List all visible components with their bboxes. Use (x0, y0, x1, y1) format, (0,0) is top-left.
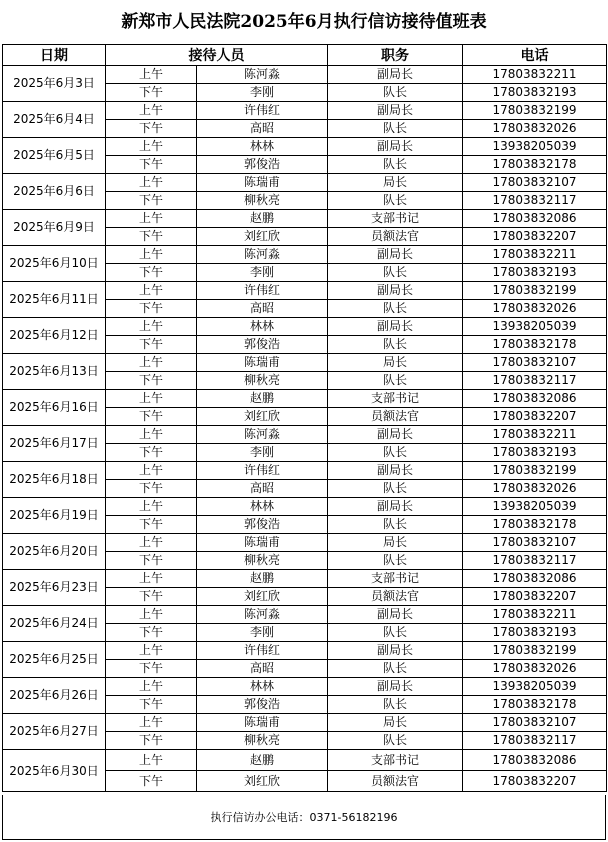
shift-label: 下午 (106, 624, 197, 642)
table-row (3, 678, 607, 696)
staff-name: 陈瑞甫 (197, 534, 328, 552)
staff-phone: 17803832026 (463, 660, 607, 678)
duty-date: 2025年6月9日 (3, 210, 106, 246)
table-row (3, 750, 607, 771)
shift-label: 下午 (106, 84, 197, 102)
staff-phone: 17803832026 (463, 480, 607, 498)
table-row (3, 210, 607, 228)
staff-name: 许伟红 (197, 462, 328, 480)
staff-position: 队长 (328, 84, 463, 102)
staff-name: 刘红欣 (197, 771, 328, 792)
shift-label: 下午 (106, 696, 197, 714)
staff-phone: 17803832178 (463, 696, 607, 714)
shift-label: 上午 (106, 426, 197, 444)
staff-phone: 13938205039 (463, 318, 607, 336)
office-phone-footer: 执行信访办公电话：0371-56182196 (2, 795, 606, 840)
shift-label: 上午 (106, 642, 197, 660)
staff-name: 柳秋亮 (197, 372, 328, 390)
staff-name: 郭俊浩 (197, 336, 328, 354)
staff-name: 陈河淼 (197, 426, 328, 444)
staff-name: 郭俊浩 (197, 156, 328, 174)
staff-position: 队长 (328, 264, 463, 282)
shift-label: 下午 (106, 192, 197, 210)
staff-phone: 17803832086 (463, 750, 607, 771)
staff-phone: 13938205039 (463, 498, 607, 516)
staff-phone: 17803832193 (463, 444, 607, 462)
duty-date: 2025年6月12日 (3, 318, 106, 354)
staff-phone: 17803832117 (463, 372, 607, 390)
shift-label: 下午 (106, 552, 197, 570)
duty-date: 2025年6月17日 (3, 426, 106, 462)
shift-label: 下午 (106, 336, 197, 354)
staff-position: 副局长 (328, 678, 463, 696)
staff-position: 副局长 (328, 642, 463, 660)
staff-position: 队长 (328, 552, 463, 570)
staff-name: 刘红欣 (197, 228, 328, 246)
staff-phone: 17803832026 (463, 300, 607, 318)
staff-name: 赵鹏 (197, 750, 328, 771)
duty-date: 2025年6月23日 (3, 570, 106, 606)
staff-position: 副局长 (328, 606, 463, 624)
staff-phone: 17803832207 (463, 588, 607, 606)
duty-date: 2025年6月25日 (3, 642, 106, 678)
duty-date: 2025年6月6日 (3, 174, 106, 210)
staff-position: 队长 (328, 192, 463, 210)
staff-name: 刘红欣 (197, 408, 328, 426)
table-row (3, 534, 607, 552)
shift-label: 下午 (106, 408, 197, 426)
staff-name: 许伟红 (197, 102, 328, 120)
staff-position: 局长 (328, 534, 463, 552)
duty-date: 2025年6月24日 (3, 606, 106, 642)
staff-name: 陈瑞甫 (197, 714, 328, 732)
staff-name: 林林 (197, 498, 328, 516)
staff-phone: 17803832211 (463, 426, 607, 444)
staff-name: 李刚 (197, 84, 328, 102)
staff-phone: 17803832107 (463, 534, 607, 552)
staff-position: 队长 (328, 696, 463, 714)
staff-name: 陈瑞甫 (197, 354, 328, 372)
page-title: 新郑市人民法院2025年6月执行信访接待值班表 (121, 12, 487, 32)
staff-phone: 13938205039 (463, 138, 607, 156)
staff-phone: 17803832107 (463, 174, 607, 192)
shift-label: 上午 (106, 282, 197, 300)
staff-phone: 17803832193 (463, 84, 607, 102)
table-row (3, 570, 607, 588)
shift-label: 上午 (106, 210, 197, 228)
staff-position: 队长 (328, 372, 463, 390)
shift-label: 上午 (106, 606, 197, 624)
shift-label: 上午 (106, 678, 197, 696)
staff-position: 队长 (328, 336, 463, 354)
table-row (3, 66, 607, 84)
staff-phone: 17803832117 (463, 732, 607, 750)
staff-phone: 17803832207 (463, 228, 607, 246)
table-row (3, 246, 607, 264)
shift-label: 上午 (106, 570, 197, 588)
table-row (3, 642, 607, 660)
staff-phone: 17803832199 (463, 642, 607, 660)
shift-label: 上午 (106, 390, 197, 408)
shift-label: 上午 (106, 174, 197, 192)
table-row (3, 714, 607, 732)
staff-position: 副局长 (328, 426, 463, 444)
staff-position: 队长 (328, 120, 463, 138)
shift-label: 下午 (106, 480, 197, 498)
header-phone: 电话 (463, 45, 607, 66)
shift-label: 下午 (106, 120, 197, 138)
staff-position: 副局长 (328, 318, 463, 336)
table-row (3, 462, 607, 480)
duty-table (2, 44, 607, 792)
duty-date: 2025年6月10日 (3, 246, 106, 282)
staff-name: 柳秋亮 (197, 732, 328, 750)
table-row (3, 390, 607, 408)
shift-label: 下午 (106, 156, 197, 174)
staff-name: 李刚 (197, 264, 328, 282)
shift-label: 下午 (106, 771, 197, 792)
shift-label: 下午 (106, 588, 197, 606)
staff-position: 局长 (328, 714, 463, 732)
duty-date: 2025年6月11日 (3, 282, 106, 318)
staff-phone: 17803832178 (463, 516, 607, 534)
staff-phone: 17803832211 (463, 246, 607, 264)
duty-date: 2025年6月30日 (3, 750, 106, 792)
shift-label: 上午 (106, 534, 197, 552)
staff-position: 员额法官 (328, 771, 463, 792)
staff-phone: 17803832107 (463, 354, 607, 372)
shift-label: 下午 (106, 264, 197, 282)
staff-name: 赵鹏 (197, 390, 328, 408)
staff-name: 柳秋亮 (197, 552, 328, 570)
staff-name: 高昭 (197, 660, 328, 678)
shift-label: 下午 (106, 228, 197, 246)
staff-position: 副局长 (328, 102, 463, 120)
staff-position: 局长 (328, 174, 463, 192)
staff-phone: 17803832193 (463, 264, 607, 282)
staff-position: 支部书记 (328, 390, 463, 408)
shift-label: 下午 (106, 660, 197, 678)
shift-label: 上午 (106, 498, 197, 516)
shift-label: 上午 (106, 750, 197, 771)
shift-label: 下午 (106, 300, 197, 318)
staff-phone: 13938205039 (463, 678, 607, 696)
staff-name: 陈河淼 (197, 66, 328, 84)
table-row (3, 354, 607, 372)
staff-phone: 17803832117 (463, 192, 607, 210)
duty-date: 2025年6月3日 (3, 66, 106, 102)
staff-phone: 17803832199 (463, 282, 607, 300)
staff-position: 支部书记 (328, 210, 463, 228)
table-row (3, 318, 607, 336)
staff-name: 李刚 (197, 624, 328, 642)
staff-name: 陈河淼 (197, 606, 328, 624)
staff-name: 陈河淼 (197, 246, 328, 264)
table-row (3, 498, 607, 516)
staff-position: 队长 (328, 444, 463, 462)
duty-date: 2025年6月5日 (3, 138, 106, 174)
table-header-row (3, 45, 607, 66)
staff-phone: 17803832211 (463, 66, 607, 84)
staff-phone: 17803832207 (463, 771, 607, 792)
staff-phone: 17803832026 (463, 120, 607, 138)
staff-position: 副局长 (328, 138, 463, 156)
shift-label: 下午 (106, 372, 197, 390)
staff-name: 赵鹏 (197, 570, 328, 588)
table-row (3, 606, 607, 624)
staff-position: 员额法官 (328, 588, 463, 606)
staff-name: 高昭 (197, 120, 328, 138)
staff-position: 副局长 (328, 498, 463, 516)
staff-position: 支部书记 (328, 750, 463, 771)
staff-name: 许伟红 (197, 642, 328, 660)
staff-phone: 17803832199 (463, 102, 607, 120)
shift-label: 下午 (106, 444, 197, 462)
duty-date: 2025年6月16日 (3, 390, 106, 426)
staff-name: 李刚 (197, 444, 328, 462)
table-row (3, 282, 607, 300)
staff-phone: 17803832199 (463, 462, 607, 480)
staff-position: 员额法官 (328, 228, 463, 246)
staff-phone: 17803832086 (463, 210, 607, 228)
duty-date: 2025年6月18日 (3, 462, 106, 498)
duty-date: 2025年6月4日 (3, 102, 106, 138)
staff-phone: 17803832207 (463, 408, 607, 426)
staff-phone: 17803832107 (463, 714, 607, 732)
staff-position: 队长 (328, 732, 463, 750)
staff-name: 许伟红 (197, 282, 328, 300)
staff-phone: 17803832178 (463, 156, 607, 174)
staff-position: 队长 (328, 660, 463, 678)
duty-date: 2025年6月19日 (3, 498, 106, 534)
staff-name: 陈瑞甫 (197, 174, 328, 192)
header-date: 日期 (3, 45, 106, 66)
shift-label: 上午 (106, 66, 197, 84)
shift-label: 上午 (106, 318, 197, 336)
table-row (3, 138, 607, 156)
staff-position: 队长 (328, 624, 463, 642)
staff-position: 副局长 (328, 66, 463, 84)
staff-phone: 17803832086 (463, 570, 607, 588)
staff-name: 郭俊浩 (197, 696, 328, 714)
table-row (3, 426, 607, 444)
staff-name: 林林 (197, 318, 328, 336)
staff-position: 队长 (328, 300, 463, 318)
header-position: 职务 (328, 45, 463, 66)
staff-name: 赵鹏 (197, 210, 328, 228)
staff-phone: 17803832178 (463, 336, 607, 354)
staff-name: 高昭 (197, 300, 328, 318)
shift-label: 上午 (106, 138, 197, 156)
staff-name: 林林 (197, 678, 328, 696)
staff-position: 队长 (328, 480, 463, 498)
shift-label: 上午 (106, 462, 197, 480)
staff-position: 支部书记 (328, 570, 463, 588)
staff-phone: 17803832211 (463, 606, 607, 624)
staff-position: 队长 (328, 516, 463, 534)
staff-position: 副局长 (328, 282, 463, 300)
table-row (3, 174, 607, 192)
shift-label: 上午 (106, 246, 197, 264)
shift-label: 下午 (106, 516, 197, 534)
staff-name: 高昭 (197, 480, 328, 498)
staff-position: 员额法官 (328, 408, 463, 426)
staff-position: 副局长 (328, 462, 463, 480)
shift-label: 上午 (106, 102, 197, 120)
duty-date: 2025年6月26日 (3, 678, 106, 714)
duty-date: 2025年6月20日 (3, 534, 106, 570)
staff-phone: 17803832086 (463, 390, 607, 408)
duty-date: 2025年6月27日 (3, 714, 106, 750)
shift-label: 上午 (106, 714, 197, 732)
staff-name: 郭俊浩 (197, 516, 328, 534)
staff-phone: 17803832117 (463, 552, 607, 570)
header-staff: 接待人员 (106, 45, 328, 66)
staff-position: 局长 (328, 354, 463, 372)
shift-label: 上午 (106, 354, 197, 372)
duty-table-body (3, 66, 607, 792)
staff-name: 刘红欣 (197, 588, 328, 606)
staff-name: 柳秋亮 (197, 192, 328, 210)
duty-date: 2025年6月13日 (3, 354, 106, 390)
staff-position: 副局长 (328, 246, 463, 264)
staff-position: 队长 (328, 156, 463, 174)
shift-label: 下午 (106, 732, 197, 750)
table-row (3, 102, 607, 120)
staff-name: 林林 (197, 138, 328, 156)
staff-phone: 17803832193 (463, 624, 607, 642)
